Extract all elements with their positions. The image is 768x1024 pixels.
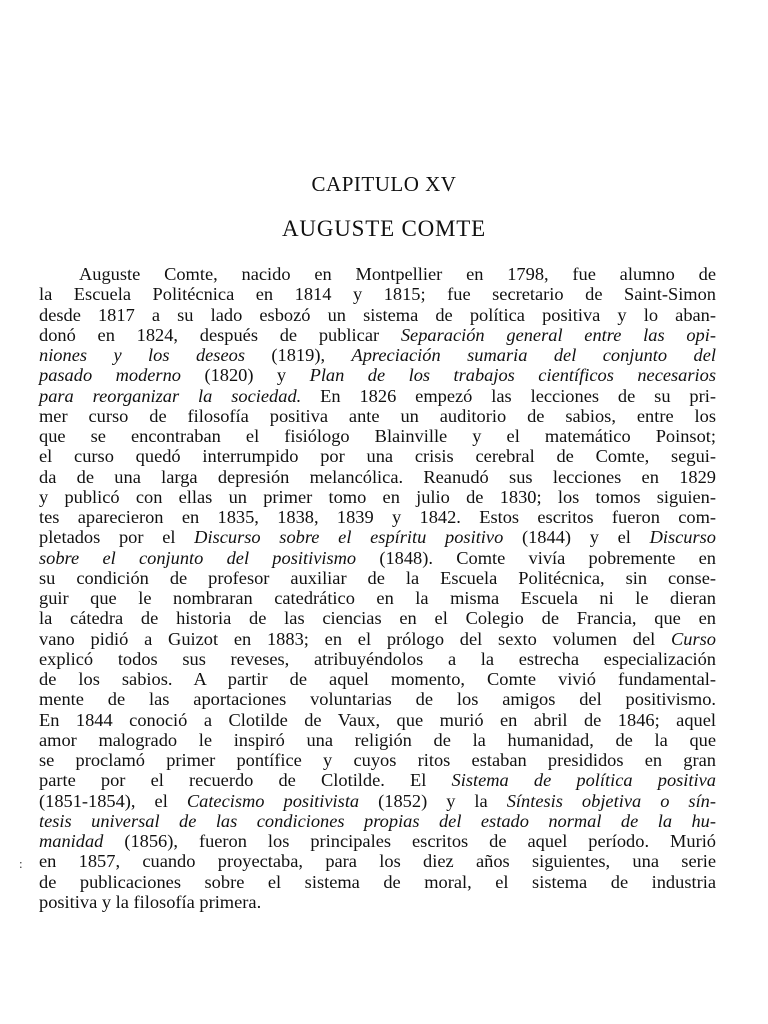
- text-run: mer curso de filosofía positiva ante un auditorio de sabios, entre los: [39, 405, 716, 426]
- text-run: tes aparecieron en 1835, 1838, 1839 y 1842. Estos escritos fueron com-: [39, 507, 716, 527]
- text-run: (1852) y la: [359, 790, 507, 811]
- text-run: donó en 1824, después de publicar: [39, 324, 401, 345]
- text-line: [39, 467, 716, 487]
- text-line: [39, 345, 716, 365]
- text-line: [39, 608, 716, 628]
- text-line: [39, 325, 716, 345]
- text-run: (1820) y: [180, 365, 310, 386]
- text-run: En 1826 empezó las lecciones de su pri-: [301, 385, 716, 406]
- italic-title: Sistema de política positiva: [451, 770, 716, 791]
- italic-title: para reorganizar la sociedad.: [39, 385, 302, 406]
- text-line: [39, 588, 716, 608]
- text-line: [39, 669, 716, 689]
- text-run: su condición de profesor auxiliar de la Escuela Politécnica, sin conse-: [39, 567, 716, 588]
- text-line: [39, 892, 716, 912]
- text-run: parte por el recuerdo de Clotilde. El: [39, 770, 452, 791]
- text-run: de publicaciones sobre el sistema de moral, el sistema de industria: [39, 871, 716, 892]
- text-run: guir que le nombraran catedrático en la misma Escuela ni le dieran: [39, 588, 716, 608]
- italic-title: Discurso sobre el espíritu positivo: [194, 527, 504, 548]
- text-run: desde 1817 a su lado esbozó un sistema de política positiva y lo aban-: [39, 304, 716, 325]
- italic-title: Síntesis objetiva o sín-: [506, 790, 716, 811]
- text-line: [39, 548, 716, 568]
- text-run: (1848). Comte vivía pobremente en: [356, 547, 716, 568]
- italic-title: Separación general entre las opi-: [400, 324, 716, 345]
- text-run: (1844) y el: [503, 527, 650, 548]
- italic-title: Catecismo positivista: [186, 790, 360, 811]
- text-line: [39, 568, 716, 588]
- text-run: la Escuela Politécnica en 1814 y 1815; fue secretario de Saint-Simon: [39, 284, 716, 305]
- text-line: [39, 305, 716, 325]
- text-line: [39, 831, 716, 851]
- text-line: [39, 750, 716, 770]
- text-run: positiva y la filosofía primera.: [39, 891, 262, 912]
- text-line: [39, 872, 716, 892]
- italic-title: Curso: [671, 628, 716, 649]
- text-line: [39, 730, 716, 750]
- text-line: [39, 386, 716, 406]
- margin-mark: :: [19, 856, 23, 871]
- text-line: [39, 689, 716, 709]
- body-paragraph: [39, 264, 716, 912]
- text-run: da de una larga depresión melancólica. Reanudó sus lecciones en 1829: [39, 466, 716, 487]
- text-line: [39, 851, 716, 871]
- text-line: [39, 649, 716, 669]
- text-run: y publicó con ellas un primer tomo en julio de 1830; los tomos siguien-: [39, 486, 716, 507]
- text-run: de los sabios. A partir de aquel momento, Comte vivió fundamental-: [39, 669, 716, 689]
- chapter-number: CAPITULO XV: [311, 172, 457, 196]
- text-line: [39, 710, 716, 730]
- chapter-title: AUGUSTE COMTE: [282, 216, 486, 241]
- text-line: [39, 446, 716, 466]
- text-line: [39, 284, 716, 304]
- text-run: explicó todos sus reveses, atribuyéndolos a la estrecha especialización: [39, 648, 716, 669]
- text-run: en 1857, cuando proyectaba, para los diez años siguientes, una serie: [39, 851, 716, 872]
- text-line: [39, 527, 716, 547]
- text-run: (1856), fueron los principales escritos de aquel período. Murió: [103, 831, 716, 851]
- text-line: [39, 507, 716, 527]
- text-run: pletados por el: [39, 527, 195, 548]
- text-line: [39, 487, 716, 507]
- text-run: que se encontraban el fisiólogo Blainville y el matemático Poinsot;: [39, 426, 716, 446]
- text-run: el curso quedó interrumpido por una crisis cerebral de Comte, segui-: [39, 446, 716, 467]
- text-line: [39, 406, 716, 426]
- italic-title: manidad: [39, 831, 104, 851]
- text-line: [39, 264, 716, 284]
- text-line: [39, 791, 716, 811]
- text-run: Auguste Comte, nacido en Montpellier en 1798, fue alumno de: [79, 264, 716, 284]
- text-line: [39, 629, 716, 649]
- italic-title: pasado moderno: [39, 365, 181, 386]
- text-run: En 1844 conoció a Clotilde de Vaux, que murió en abril de 1846; aquel: [39, 709, 716, 730]
- text-run: la cátedra de historia de las ciencias en el Colegio de Francia, que en: [39, 608, 716, 629]
- italic-title: niones y los deseos: [39, 345, 245, 365]
- italic-title: sobre el conjunto del positivismo: [39, 547, 357, 568]
- italic-title: Apreciación sumaria del conjunto del: [351, 345, 717, 365]
- text-run: mente de las aportaciones voluntarias de los amigos del positivismo.: [39, 689, 716, 710]
- italic-title: tesis universal de las condiciones propias del estado normal de la hu-: [39, 810, 716, 831]
- text-line: [39, 426, 716, 446]
- italic-title: Discurso: [649, 527, 716, 548]
- text-run: se proclamó primer pontífice y cuyos ritos estaban presididos en gran: [39, 750, 716, 770]
- italic-title: Plan de los trabajos científicos necesarios: [309, 365, 716, 386]
- text-line: [39, 770, 716, 790]
- text-run: amor malogrado le inspiró una religión de la humanidad, de la que: [39, 729, 716, 750]
- text-run: vano pidió a Guizot en 1883; en el prólogo del sexto volumen del: [39, 628, 672, 649]
- text-run: (1851-1854), el: [39, 790, 187, 811]
- text-line: [39, 811, 716, 831]
- text-run: (1819),: [244, 345, 352, 365]
- text-line: [39, 365, 716, 385]
